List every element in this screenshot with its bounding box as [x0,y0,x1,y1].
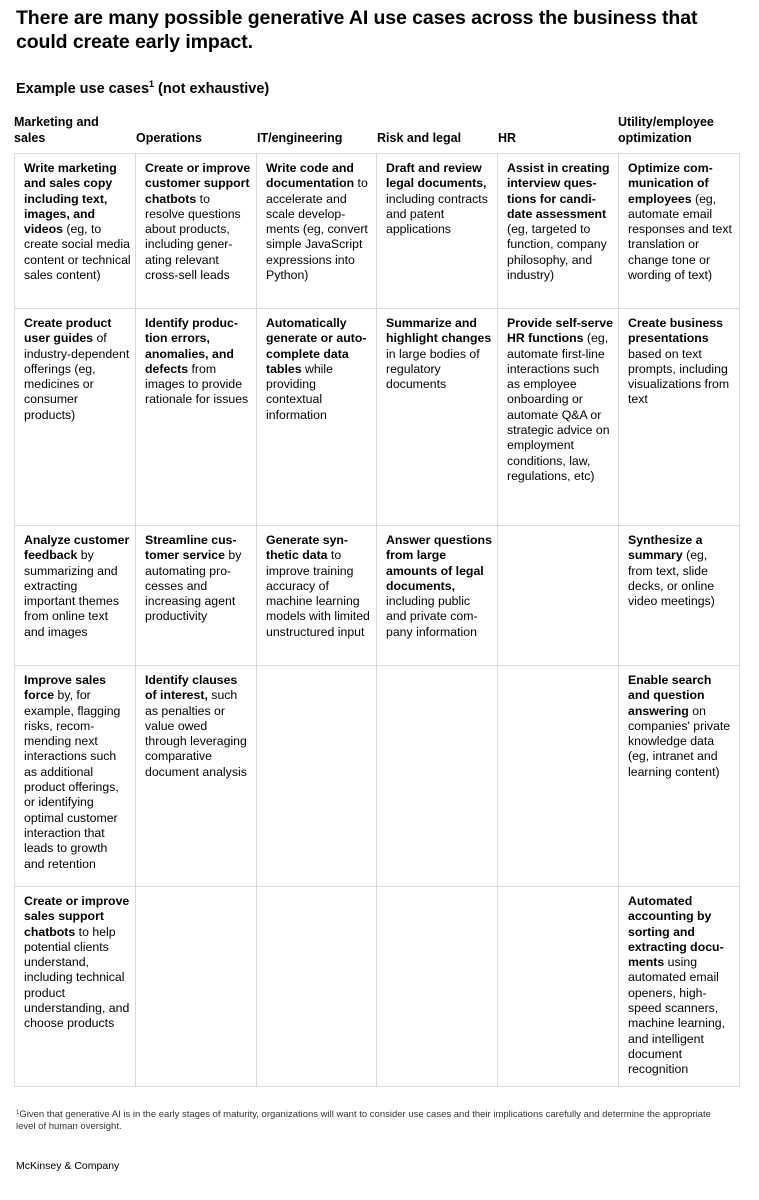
page-title: There are many possible generative AI use cases across the business that could create early impact. [16,7,698,53]
use-case-title: Create or improve sales support chatbots [24,894,130,939]
use-case-cell [498,526,619,666]
use-case-detail: (eg, automate first-line interactions such as employee onboarding or automate Q&A or strategic advice on employment conditions, law, regulations, etc) [507,331,610,483]
use-case-title: Synthesize a summary [628,533,703,563]
column-header-utility-employee-optimization: Utility/employee optimization [618,115,714,145]
use-case-cell [619,526,740,666]
use-case-detail: in large bodies of regulatory documents [386,346,480,392]
use-case-title: Generate synthetic data [266,533,349,563]
use-case-title: Assist in creating interview questions for candidate assessment [507,161,610,221]
use-case-detail: to accelerate and scale developments (eg, convert simple JavaScript expressions into Python) [266,176,368,283]
footnote-number: 1 [16,1110,20,1116]
footnote-marker: 1 [149,79,155,89]
use-case-table [14,153,740,1087]
use-case-cell [257,887,377,1087]
section-subtitle [16,79,269,99]
use-case-cell [257,526,377,666]
use-case-cell [257,154,377,309]
use-case-cell [377,526,498,666]
use-case-detail: from images to provide rationale for issues [145,361,249,407]
use-case-detail: such as penalties or value owed through leveraging comparative document analysis [145,688,247,779]
use-case-cell [377,154,498,309]
use-case-title: Write code and documentation [266,161,355,191]
use-case-cell [257,309,377,526]
use-case-cell [15,526,136,666]
table-row [15,526,740,666]
use-case-title: Automated accounting by sorting and extracting documents [628,894,724,970]
use-case-cell [15,154,136,309]
use-case-detail: including public and private company information [386,594,478,639]
use-case-cell [136,154,257,309]
use-case-title: Analyze customer feedback [24,533,130,563]
use-case-title: Identify production errors, anomalies, and defects [145,316,238,376]
use-case-detail: to help potential clients understand, including technical product understanding, and choose products [24,924,130,1031]
table-row [15,309,740,526]
use-case-detail: (eg, automate email responses and text translation or change tone or wording of text) [628,191,732,283]
use-case-detail: using automated email openers, high-speed scanners, machine learning, and intelligent document recognition [628,955,726,1077]
brand-credit: McKinsey & Company [16,1160,120,1172]
use-case-cell [136,526,257,666]
use-case-cell [498,887,619,1087]
use-case-cell [619,887,740,1087]
use-case-cell [377,666,498,887]
use-case-title: Write marketing and sales copy including text, images, and videos [24,161,117,237]
table-row [15,666,740,887]
use-case-title: Optimize communication of employees [628,161,713,206]
column-headers [14,114,739,148]
use-case-title: Improve sales force [24,673,107,703]
use-case-title: Automatically generate or auto-complete data tables [266,316,367,376]
use-case-detail: based on text prompts, including visualizations from text [628,346,730,407]
subtitle-suffix: (not exhaustive) [154,81,270,97]
use-case-cell [15,887,136,1087]
column-header-hr: HR [498,130,517,145]
use-case-title: Streamline customer service [145,533,237,563]
column-header-operations: Operations [136,130,202,145]
use-case-title: Create product user guides [24,316,112,346]
use-case-detail: (eg, targeted to function, company philosophy, and industry) [507,222,607,283]
use-case-detail: by, for example, flagging risks, recommending next interactions such as additional product offerings, or identifying optimal customer interaction that leads to growth and retention [24,688,121,871]
use-case-cell [619,154,740,309]
footnote-text: Given that generative AI is in the early stages of maturity, organizations will want to consider use cases and their implications carefully and determine the appropriate level of human oversight. [16,1109,711,1132]
use-case-cell [136,309,257,526]
use-case-title: Create or improve customer support chatbots [145,161,251,206]
use-case-title: Identify clauses of interest, [145,673,238,703]
use-case-detail: of industry-dependent offerings (eg, medicines or consumer products) [24,331,130,422]
table-row [15,154,740,309]
column-header-it-engineering: IT/engineering [257,130,343,145]
use-case-detail: on companies' private knowledge data (eg, intranet and learning content) [628,703,731,779]
use-case-detail: to improve training accuracy of machine learning models with limited unstructured input [266,548,370,639]
use-case-cell [498,154,619,309]
use-case-title: Draft and review legal documents, [386,161,487,191]
column-header-marketing-and-sales: Marketing and sales [14,115,99,145]
use-case-cell [377,309,498,526]
use-case-cell [15,309,136,526]
use-case-detail: including contracts and patent applications [386,191,488,237]
use-case-detail: by automating processes and increasing agent productivity [145,548,242,624]
footnote [16,1109,716,1133]
use-case-title: Create business presentations [628,316,724,346]
use-case-title: Provide self-serve HR functions [507,316,613,346]
column-header-risk-and-legal: Risk and legal [377,130,462,145]
subtitle-text: Example use cases [16,81,150,97]
use-case-title: Answer questions from large amounts of legal documents, [386,533,492,593]
use-case-cell [619,666,740,887]
use-case-cell [498,309,619,526]
use-case-cell [136,666,257,887]
use-case-title: Summarize and highlight changes [386,316,492,346]
use-case-detail: (eg, from text, slide decks, or online video meetings) [628,548,715,609]
use-case-title: Enable search and question answering [628,673,712,718]
use-case-cell [377,887,498,1087]
use-case-cell [257,666,377,887]
use-case-cell [498,666,619,887]
table-row [15,887,740,1087]
use-case-cell [15,666,136,887]
use-case-detail: (eg, to create social media content or technical sales content) [24,222,131,283]
use-case-detail: to resolve questions about products, including generating relevant cross-sell leads [145,191,241,283]
use-case-cell [619,309,740,526]
use-case-cell [136,887,257,1087]
use-case-detail: while providing contextual information [266,361,333,422]
use-case-detail: by summarizing and extracting important themes from online text and images [24,548,120,639]
